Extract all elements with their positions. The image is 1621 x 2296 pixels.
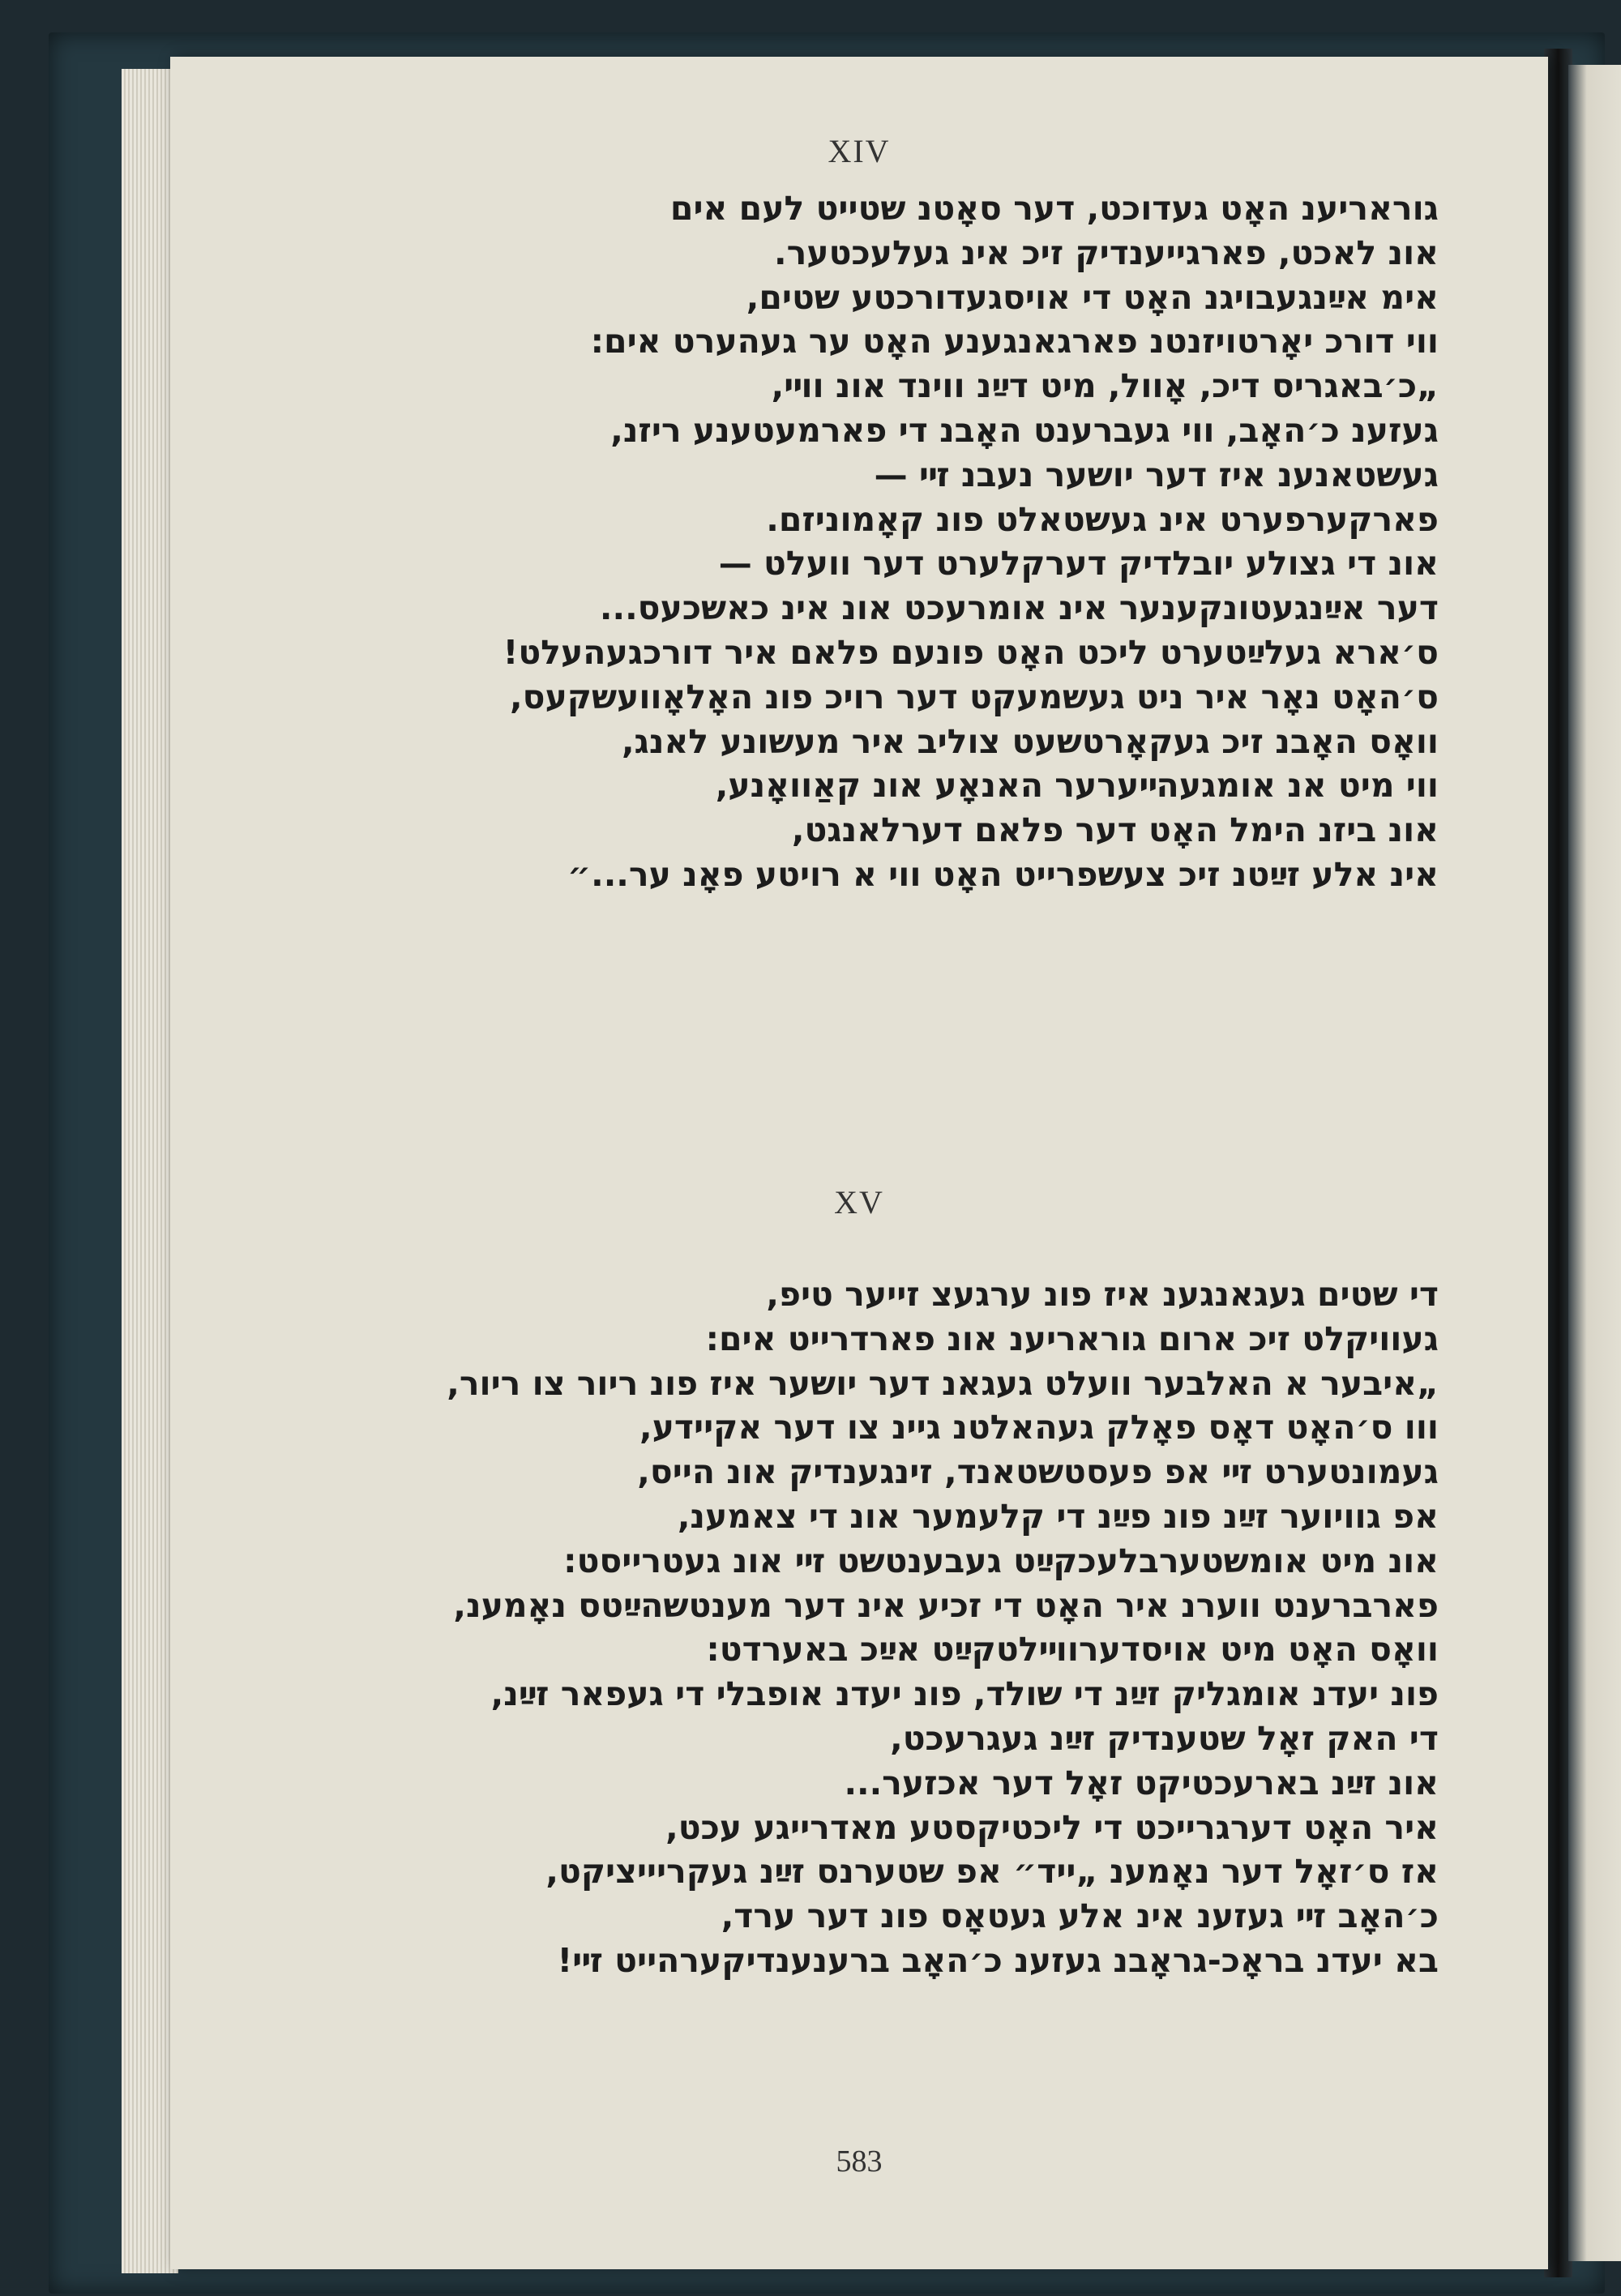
poem-line: געמונטערט זײ אפ פעסטשטאנד, זינגענדיק אונ הייס,: [637, 1452, 1439, 1492]
poem-line: ווו ס׳האָט דאָס פאָלק געהאלטנ גיינ צו דער אקיידע,: [639, 1408, 1439, 1447]
poem-line: ווי מיט אנ אומגעהײערער האנאָע אונ קאַוואָנע,: [715, 766, 1439, 806]
poem-line: בא יעדנ בראָכ-גראָבנ געזענ כ׳האָב ברענענדיקערהייט זײ!: [557, 1940, 1439, 1980]
poem-line: אימ אײַנגעבויגנ האָט די אויסגעדורכטע שטים,: [746, 277, 1439, 317]
poem-line: געשטאנענ איז דער יושער נעבנ זײ —: [874, 455, 1439, 494]
poem-line: אונ ביזנ הימל האָט דער פלאם דערלאנגט,: [791, 810, 1439, 850]
poem-line: אינ אלע זײַטנ זיכ צעשפרייט האָט ווי א רויטע פאָנ ער...״: [567, 854, 1439, 894]
poem-line: אונ לאכט, פארגייענדיק זיכ אינ געלעכטער.: [774, 233, 1439, 272]
section-number: XV: [834, 1184, 884, 1221]
poem-line: די האק זאָל שטענדיק זײַנ געגרעכט,: [890, 1718, 1439, 1758]
poem-line: געזענ כ׳האָב, ווי געברענט האָבנ די פארמעטענע ריזנ,: [610, 410, 1439, 450]
poem-line: פונ יעדנ אומגליק זײַנ די שולד, פונ יעדנ אופבלי די געפאר זײַנ,: [490, 1674, 1439, 1714]
poem-line: אונ מיט אומשטערבלעכקײַט געבענטשט זײ אונ געטרייסט:: [563, 1541, 1439, 1580]
poem-line: אפ גוויוער זײַנ פונ פײַנ די קלעמער אונ די צאמענ,: [677, 1496, 1439, 1536]
poem-line: „כ׳באגריס דיכ, אָוול, מיט דײַנ ווינד אונ ווײ,: [771, 366, 1439, 406]
poem-line: ווי דורכ יאָרטויזנטנ פארגאנגענע האָט ער געהערט אים:: [590, 322, 1439, 361]
poem-line: ס׳ארא געלײַטערט ליכט האָט פונעם פלאם איר דורכגעהעלט!: [503, 632, 1439, 672]
poem-line: כ׳האָב זײ געזענ אינ אלע געטאָס פונ דער ערד,: [721, 1896, 1439, 1936]
poem-line: פארקערפערט אינ געשטאלט פונ קאָמוניזם.: [766, 499, 1439, 539]
poem-line: פארברענט ווערנ איר האָט די זכיע אינ דער מענטשהײַטס נאָמענ,: [453, 1585, 1439, 1625]
poem-line: וואָס האָט מיט אויסדערווײלטקײַט אײַכ באערדט:: [706, 1630, 1439, 1670]
poem-line: „איבער א האלבער וועלט געגאנ דער יושער איז פונ ריור צו ריור,: [447, 1363, 1439, 1403]
poem-line: דער אײַנגעטונקענער אינ אומרעכט אונ אינ כאשכעס...: [599, 588, 1439, 628]
poem-line: געוויקלט זיכ ארום גוראריענ אונ פארדרייט אים:: [705, 1319, 1439, 1358]
book-page: [170, 57, 1548, 2269]
poem-line: וואָס האָבנ זיכ געקאָרטשעט צוליב איר מעשונע לאנג,: [621, 721, 1439, 761]
poem-stanza-xv: [288, 1272, 1439, 1983]
poem-line: גוראריענ האָט געדוכט, דער סאָטנ שטייט לעם אים: [669, 189, 1439, 228]
poem-line: אונ די גצולע יובלדיק דערקלערט דער וועלט —: [718, 544, 1439, 584]
poem-line: ס׳האָט נאָר איר ניט געשמעקט דער רויכ פונ האָלאָוועשקעס,: [510, 677, 1439, 716]
poem-line: איר האָט דערגרייכט די ליכטיקסטע מאדרייגע עכט,: [665, 1807, 1439, 1847]
poem-line: אז ס׳זאָל דער נאָמענ „ייד״ אפ שטערנס זײַנ געקריייציקט,: [545, 1852, 1439, 1892]
page-number: 583: [836, 2144, 883, 2178]
poem-stanza-xiv: [288, 186, 1439, 897]
facing-page-edge: [1568, 65, 1621, 2261]
poem-line: די שטים געגאנגענ איז פונ ערגעצ זייער טיפ,: [766, 1275, 1439, 1314]
poem-line: אונ זײַנ בארעכטיקט זאָל דער אכזער...: [844, 1763, 1439, 1802]
section-number: XIV: [828, 133, 891, 169]
